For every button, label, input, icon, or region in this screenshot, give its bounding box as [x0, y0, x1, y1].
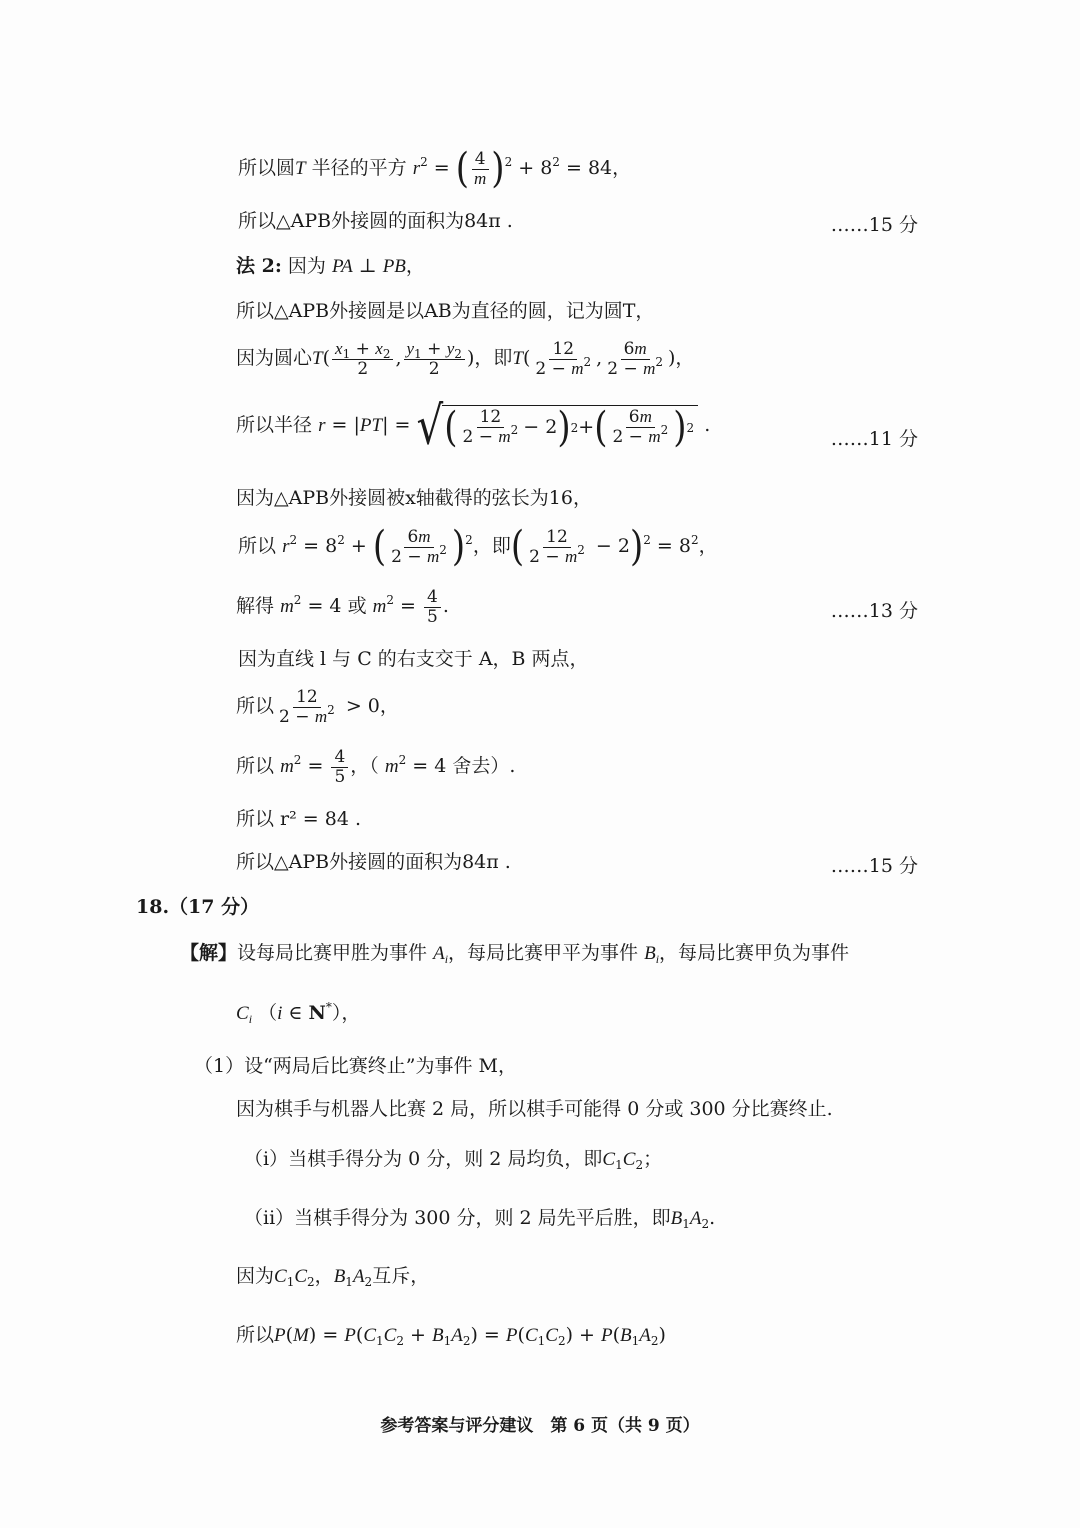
text: 因为 [287, 255, 326, 277]
text: 所以 [236, 1324, 275, 1346]
solution-intro: 【解】设每局比赛甲胜为事件 $A_i$，每局比赛甲平为事件 $B_i$，每局比赛甲负为事件 [180, 942, 850, 966]
text: 因为 [236, 1265, 275, 1287]
text: 所以 [238, 535, 277, 558]
line-r2-84: 所以 r² = 84 . [236, 808, 361, 830]
line-positive: 所以 $\frac{12}{2 - m^2}$ > 0， [236, 687, 399, 727]
text: ，即 [474, 347, 513, 370]
text: 半径的平方 [311, 157, 407, 180]
score-11: ……11 分 [830, 428, 918, 450]
text: 互斥， [372, 1265, 430, 1287]
score-15-a: ……15 分 [830, 214, 918, 236]
line-area-2: 所以△APB外接圆的面积为84π . [236, 851, 511, 873]
solution-label: 【解】 [180, 942, 238, 964]
text: 解得 [236, 595, 275, 618]
text: 所以圆 [238, 157, 296, 180]
method-label: 法 2: [236, 255, 282, 277]
text: 设每局比赛甲胜为事件 [237, 942, 428, 964]
text: ，每局比赛甲负为事件 [659, 942, 850, 964]
text: = 84， [565, 157, 632, 180]
text: （ [258, 1002, 278, 1024]
text: 所以 [236, 755, 275, 778]
text: 因为圆心 [236, 347, 313, 370]
line-diameter: 所以△APB外接圆是以AB为直径的圆，记为圆T， [236, 300, 655, 322]
text: 舍去）. [452, 755, 516, 778]
text: （i）当棋手得分为 0 分，则 2 局均负，即 [244, 1148, 603, 1170]
solution-intro-cont: $C_i$ （i ∈ N*）， [236, 1000, 361, 1026]
score-15-b: ……15 分 [830, 855, 918, 877]
line-r-squared: 所以 $r^2 = 8^2$ + ( $\frac{6m}{2 - m^2}$ )$^2$，即( $\frac{12}{2 - m^2}$ − $2)^2 = 8^2$， [238, 523, 718, 572]
line-m-value: 所以 $m^2$ = $\frac{4}{5}$ ，（ $m^2 = 4$ 舍去）. [236, 747, 516, 787]
text: ； [643, 1148, 663, 1170]
line-chord: 因为△APB外接圆被x轴截得的弦长为16， [236, 487, 592, 509]
text: ，即 [472, 535, 511, 558]
part1-reason: 因为棋手与机器人比赛 2 局，所以棋手可能得 0 分或 300 分比赛终止. [236, 1098, 833, 1120]
line-area-1: 所以△APB外接圆的面积为84π . [238, 210, 513, 232]
line-center: 因为圆心T( $\frac{x_1 + x_2}{2}$ , $\frac{y_1 + y_2}{2}$ )，即T( $\frac{12}{2 - m^2}$ , $\frac{6m}{2 - m^2}$ )， [236, 339, 695, 379]
text: 所以 [236, 695, 275, 718]
case-i: （i）当棋手得分为 0 分，则 2 局均负，即$C_1C_2$； [244, 1148, 663, 1172]
line-right-branch: 因为直线 l 与 C 的右支交于 A，B 两点， [238, 648, 589, 670]
text: 所以半径 [236, 414, 313, 436]
part1-event: （1）设“两局后比赛终止”为事件 M， [194, 1055, 518, 1077]
case-ii: （ii）当棋手得分为 300 分，则 2 局先平后胜，即$B_1A_2$. [244, 1207, 716, 1231]
page-footer: 参考答案与评分建议 第 6 页（共 9 页） [380, 1416, 700, 1436]
probability-sum: 所以$P(M) = P(C_1C_2 + B_1A_2) = P(C_1C_2) + P(B_1A_2)$ [236, 1324, 666, 1348]
text: . [709, 1207, 716, 1229]
score-13: ……13 分 [830, 600, 918, 622]
text: （ii）当棋手得分为 300 分，则 2 局先平后胜，即 [244, 1207, 671, 1229]
text: ）， [331, 1002, 361, 1024]
text: ，（ [350, 755, 379, 778]
line-radius-square: 所以圆T 半径的平方 $r^2$ = ( $\frac{4}{m}$ )$^2 + 8^2 = 84$， [238, 145, 632, 194]
question-18-heading: 18.（17 分） [136, 896, 260, 918]
line-radius-formula: 所以半径 r = |PT| = √ ( $\frac{12}{2 - m^2}$ − 2 ) 2 + ( $\frac{6m}{2 - m^2}$ ) 2 . [236, 394, 711, 456]
text: 或 [347, 595, 367, 618]
line-method2: 法 2: 因为 PA ⊥ PB， [236, 255, 425, 277]
mutually-exclusive: 因为$C_1C_2$，$B_1A_2$互斥， [236, 1265, 430, 1289]
text: ，每局比赛甲平为事件 [448, 942, 639, 964]
line-solve-m: 解得 $m^2 = 4$ 或 $m^2$ = $\frac{4}{5}$ . [236, 587, 449, 627]
